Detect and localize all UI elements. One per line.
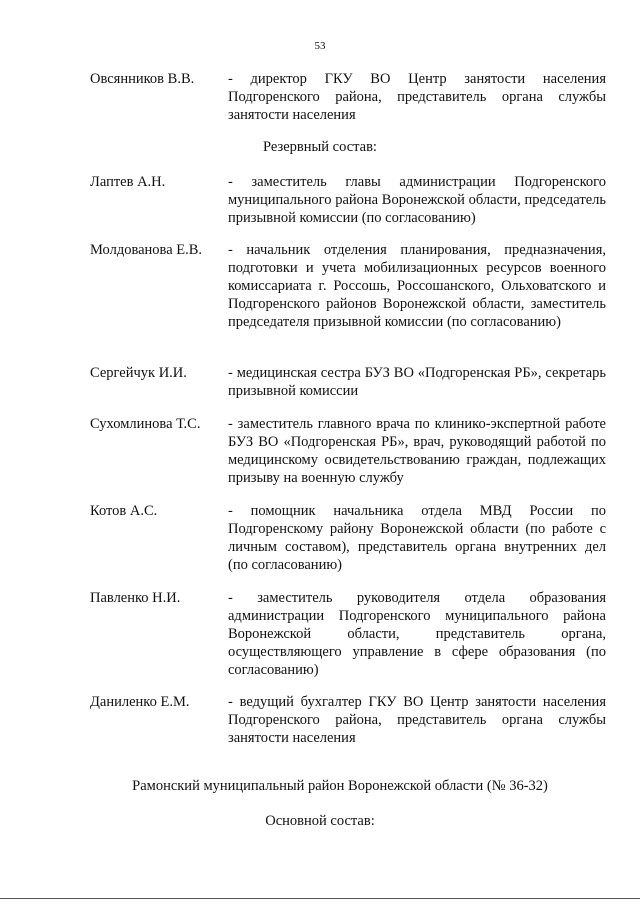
member-name: Сухомлинова Т.С. <box>90 416 201 432</box>
member-role: - директор ГКУ ВО Центр занятости населения Подгоренского района, представитель органа службы занятости населения <box>228 71 606 123</box>
member-name: Павленко Н.И. <box>90 590 181 606</box>
member-role: - начальник отделения планирования, предназначения, подготовки и учета мобилизационных ресурсов военного комиссариата г. Россошь, Россошанского, Ольховатского и Подгоренского районов Воронежской области, заместитель председателя призывной комиссии (по согласованию) <box>228 242 606 330</box>
page-number: 53 <box>314 40 326 52</box>
member-role: - ведущий бухгалтер ГКУ ВО Центр занятости населения Подгоренского района, представитель органа службы занятости населения <box>228 694 606 746</box>
member-name: Овсянников В.В. <box>90 71 195 87</box>
main-heading: Основной состав: <box>265 813 375 829</box>
member-name: Молдованова Е.В. <box>90 242 203 258</box>
member-name: Сергейчук И.И. <box>90 365 187 381</box>
reserve-heading: Резервный состав: <box>263 139 377 155</box>
member-role: - заместитель руководителя отдела образования администрации Подгоренского муниципального района Воронежской области, представитель органа, осуществляющего управление в сфере образования (по согласованию) <box>228 590 606 678</box>
scan-edge-line <box>0 898 640 899</box>
member-name: Даниленко Е.М. <box>90 694 190 710</box>
member-role: - медицинская сестра БУЗ ВО «Подгоренская РБ», секретарь призывной комиссии <box>228 365 606 399</box>
member-role: - заместитель главы администрации Подгоренского муниципального района Воронежской области, председатель призывной комиссии (по согласованию) <box>228 174 606 226</box>
member-name: Котов А.С. <box>90 503 158 519</box>
member-name: Лаптев А.Н. <box>90 174 166 190</box>
member-role: - помощник начальника отдела МВД России по Подгоренскому району Воронежской области (по работе с личным составом), представитель органа внутренних дел (по согласованию) <box>228 503 606 573</box>
district-heading: Рамонский муниципальный район Воронежской области (№ 36-32) <box>132 778 548 794</box>
member-role: - заместитель главного врача по клинико-экспертной работе БУЗ ВО «Подгоренская РБ», врач, руководящий работой по медицинскому освидетельствованию граждан, подлежащих призыву на военную службу <box>228 416 606 486</box>
